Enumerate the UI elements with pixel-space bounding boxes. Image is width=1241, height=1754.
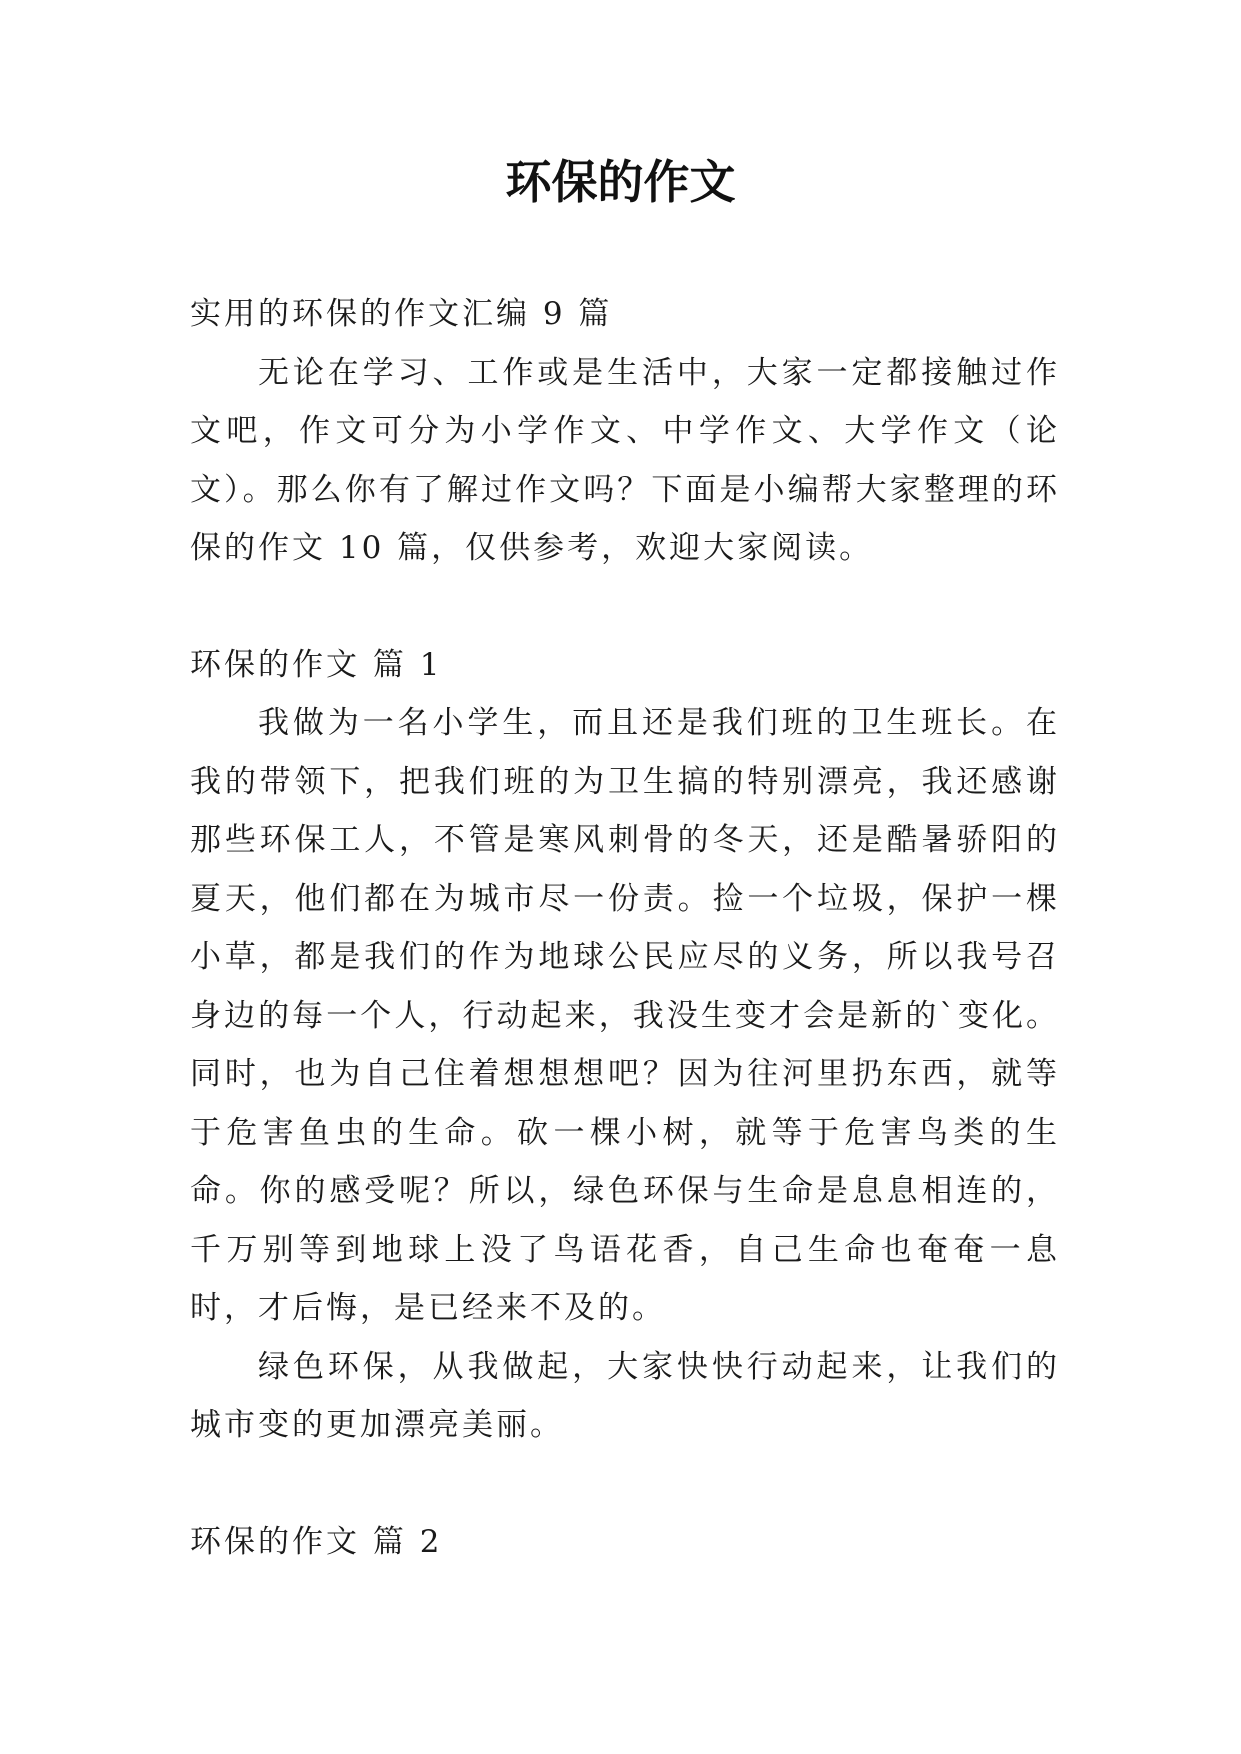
- document-body: [190, 285, 1060, 1571]
- document-subtitle: 实用的环保的作文汇编 9 篇: [190, 296, 613, 332]
- section-1-paragraph-1: 我做为一名小学生，而且还是我们班的卫生班长。在我的带领下，把我们班的为卫生搞的特别漂亮，我还感谢那些环保工人，不管是寒风刺骨的冬天，还是酷暑骄阳的夏天，他们都在为城市尽一份责。捡一个垃圾，保护一棵小草，都是我们的作为地球公民应尽的义务，所以我号召身边的每一个人，行动起来，我没生变才会是新的`变化。同时，也为自己住着想想想吧？因为往河里扔东西，就等于危害鱼虫的生命。砍一棵小树，就等于危害鸟类的生命。你的感受呢？所以，绿色环保与生命是息息相连的，千万别等到地球上没了鸟语花香，自己生命也奄奄一息时，才后悔，是已经来不及的。: [190, 705, 1060, 1326]
- intro-paragraph: 无论在学习、工作或是生活中，大家一定都接触过作文吧，作文可分为小学作文、中学作文、大学作文（论文）。那么你有了解过作文吗？下面是小编帮大家整理的环保的作文 10 篇，仅供参考，欢迎大家阅读。: [190, 354, 1060, 566]
- section-spacer: [190, 1455, 1060, 1513]
- section-spacer: [190, 578, 1060, 636]
- section-1-paragraph-2: 绿色环保，从我做起，大家快快行动起来，让我们的城市变的更加漂亮美丽。: [190, 1348, 1060, 1443]
- section-heading-2: 环保的作文 篇 2: [190, 1523, 443, 1560]
- section-heading-1: 环保的作文 篇 1: [190, 646, 443, 683]
- document-title: 环保的作文: [505, 155, 736, 209]
